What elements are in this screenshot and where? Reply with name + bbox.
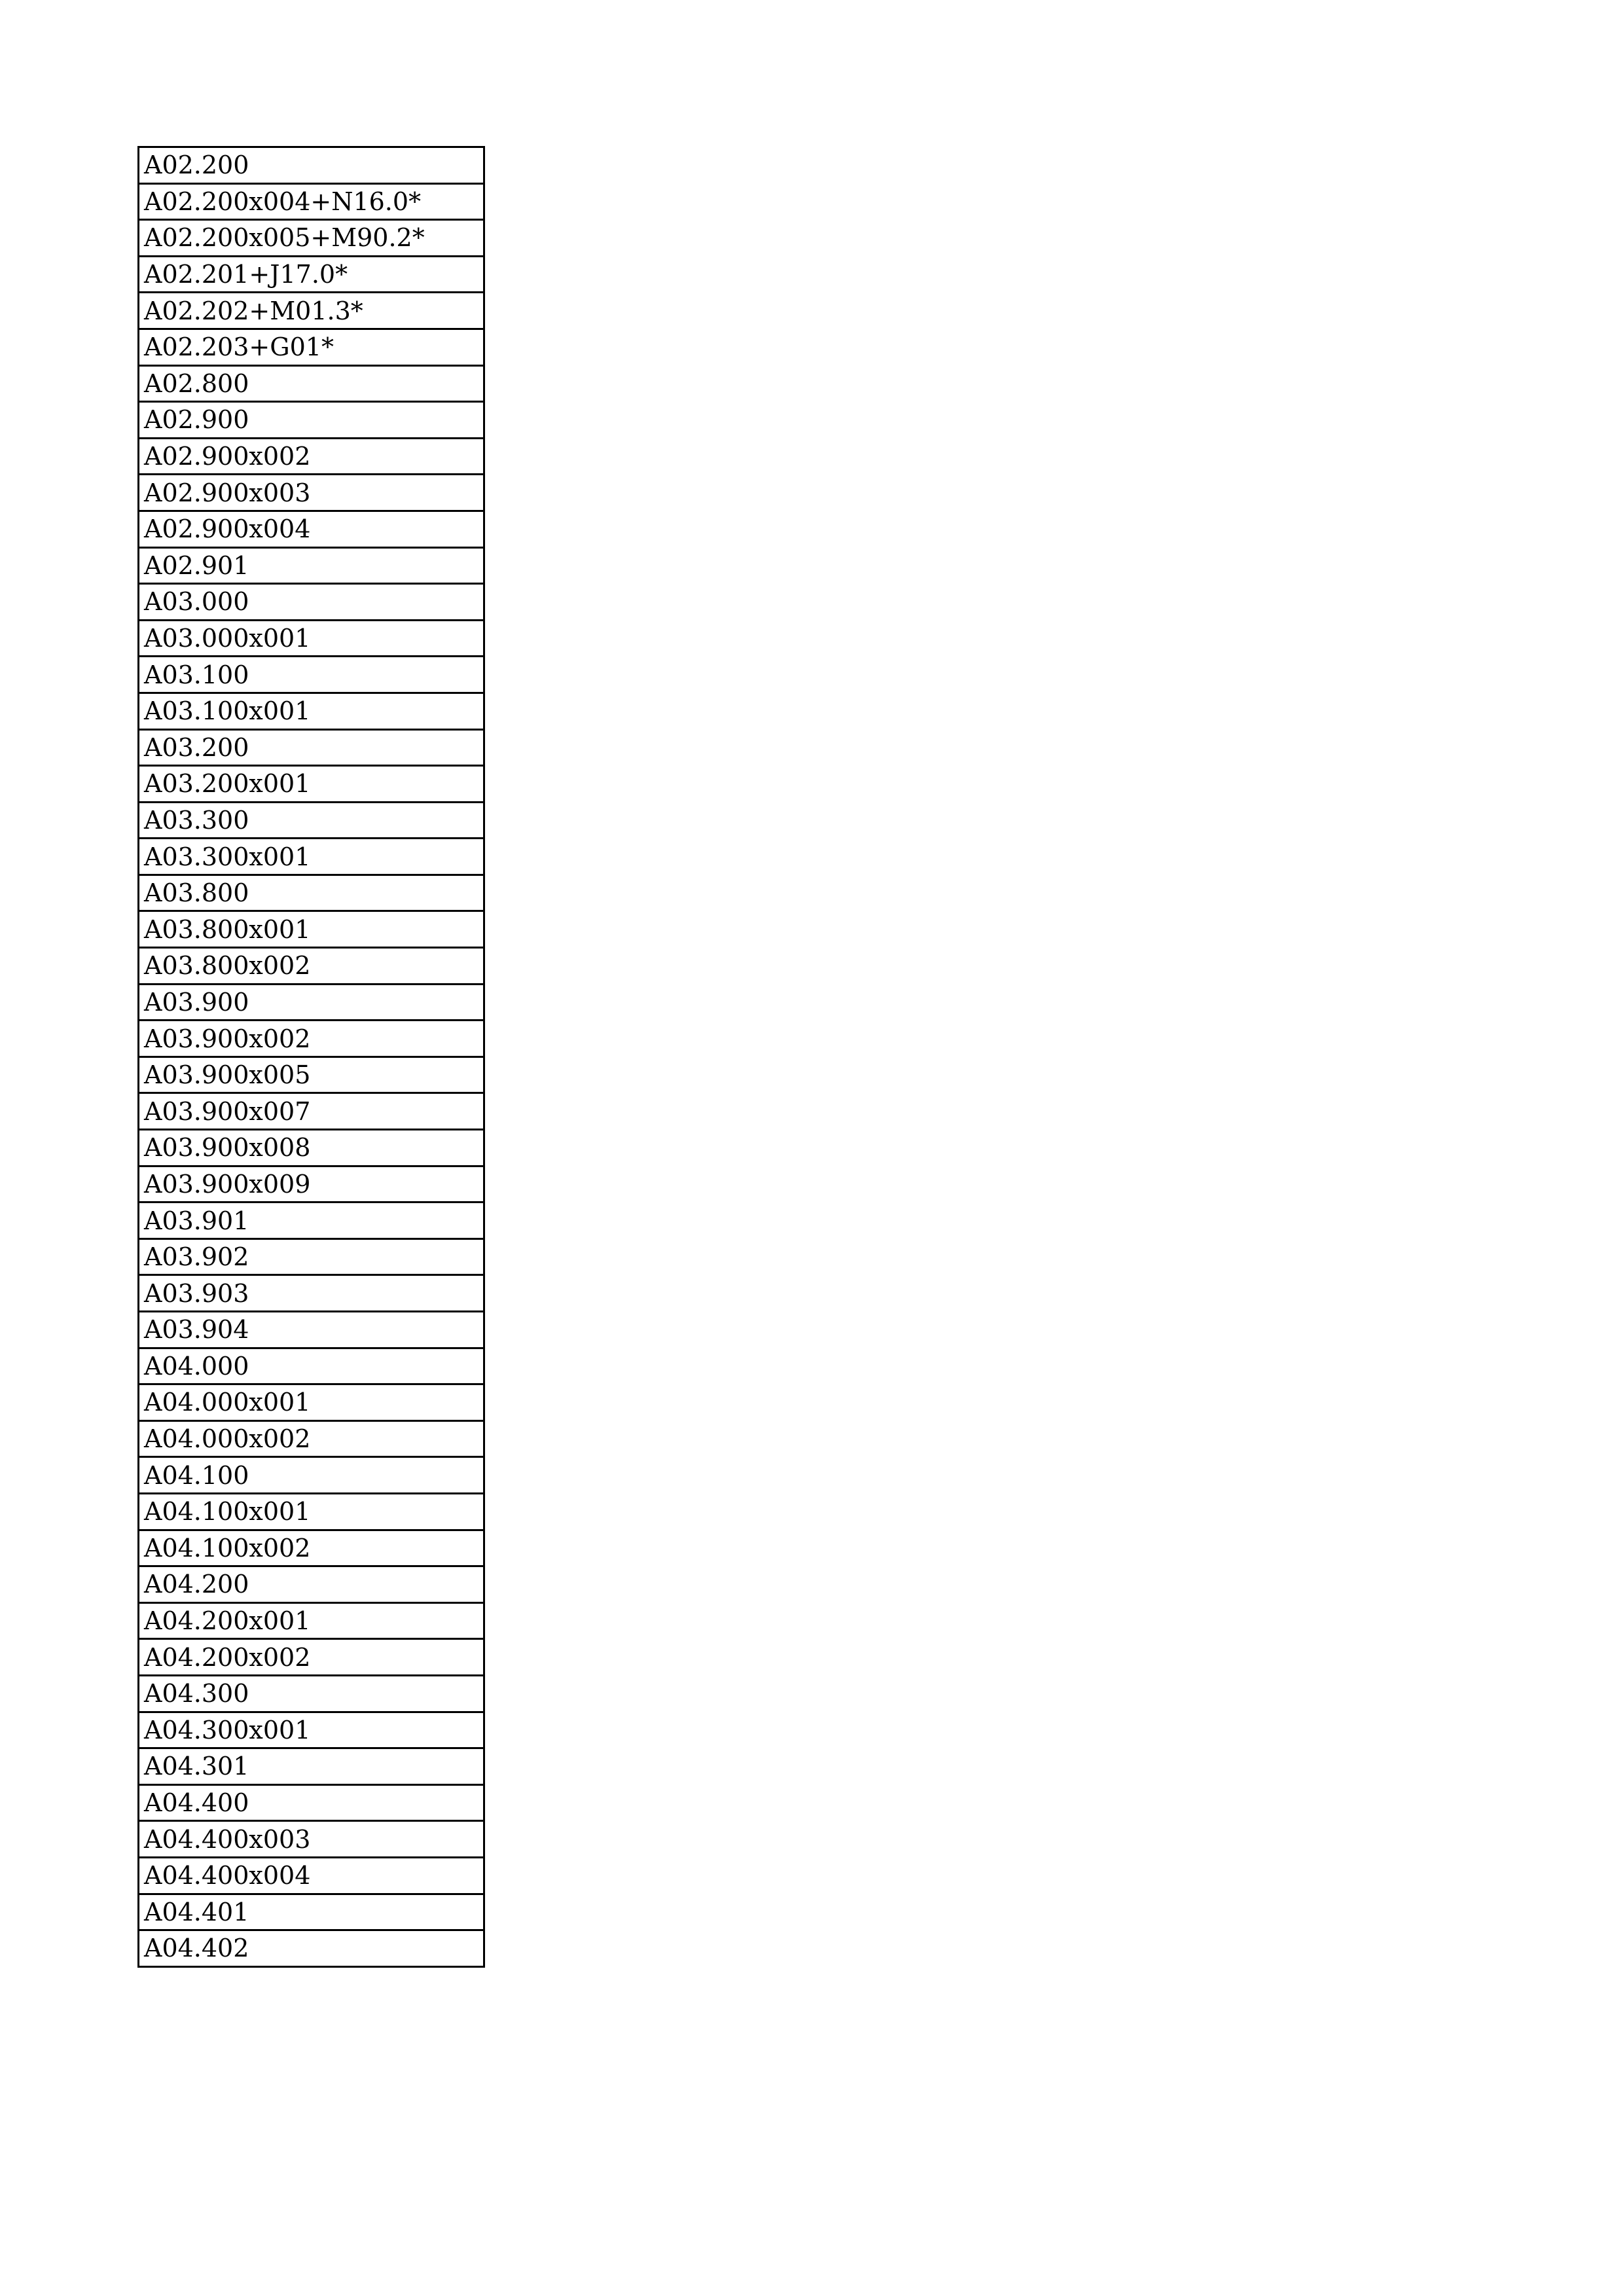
code-cell: A03.800x002 — [139, 948, 484, 985]
code-cell: A03.900 — [139, 984, 484, 1021]
code-cell: A02.200x004+N16.0* — [139, 183, 484, 220]
table-row — [139, 1675, 484, 1712]
table-row — [139, 1712, 484, 1748]
code-cell: A04.200 — [139, 1566, 484, 1603]
code-cell: A03.800x001 — [139, 911, 484, 948]
table-row — [139, 911, 484, 948]
code-cell: A04.100x001 — [139, 1493, 484, 1530]
table-row — [139, 1457, 484, 1494]
table-row — [139, 475, 484, 511]
table-row — [139, 1384, 484, 1421]
code-cell: A03.902 — [139, 1238, 484, 1275]
table-row — [139, 729, 484, 766]
code-table-body — [139, 147, 484, 1967]
code-cell: A02.901 — [139, 547, 484, 584]
code-cell: A03.900x008 — [139, 1130, 484, 1166]
code-table — [137, 146, 485, 1968]
table-row — [139, 1420, 484, 1457]
code-cell: A04.300x001 — [139, 1712, 484, 1748]
table-row — [139, 1566, 484, 1603]
table-row — [139, 1202, 484, 1239]
table-row — [139, 839, 484, 875]
table-row — [139, 1021, 484, 1057]
table-row — [139, 1348, 484, 1384]
table-row — [139, 1130, 484, 1166]
code-cell: A03.900x005 — [139, 1057, 484, 1093]
code-cell: A04.100x002 — [139, 1530, 484, 1566]
table-row — [139, 802, 484, 839]
table-row — [139, 402, 484, 439]
code-cell: A04.100 — [139, 1457, 484, 1494]
table-row — [139, 1784, 484, 1821]
code-cell: A03.900x002 — [139, 1021, 484, 1057]
table-row — [139, 1748, 484, 1785]
code-cell: A02.900 — [139, 402, 484, 439]
code-cell: A04.300 — [139, 1675, 484, 1712]
table-row — [139, 256, 484, 293]
code-cell: A03.200x001 — [139, 766, 484, 803]
table-row — [139, 1493, 484, 1530]
table-row — [139, 147, 484, 184]
table-row — [139, 547, 484, 584]
code-cell: A04.402 — [139, 1930, 484, 1967]
code-cell: A02.800 — [139, 365, 484, 402]
code-cell: A03.900x009 — [139, 1166, 484, 1202]
code-cell: A04.400x004 — [139, 1857, 484, 1894]
code-cell: A02.203+G01* — [139, 329, 484, 365]
code-cell: A02.200x005+M90.2* — [139, 220, 484, 257]
table-row — [139, 1166, 484, 1202]
table-row — [139, 948, 484, 985]
code-cell: A04.200x002 — [139, 1639, 484, 1676]
table-row — [139, 183, 484, 220]
table-row — [139, 1930, 484, 1967]
code-cell: A04.301 — [139, 1748, 484, 1785]
code-cell: A03.903 — [139, 1275, 484, 1312]
table-row — [139, 657, 484, 693]
table-row — [139, 1312, 484, 1348]
table-row — [139, 1857, 484, 1894]
table-row — [139, 220, 484, 257]
code-cell: A03.000 — [139, 584, 484, 621]
code-cell: A03.900x007 — [139, 1093, 484, 1130]
code-cell: A03.800 — [139, 875, 484, 911]
code-cell: A02.200 — [139, 147, 484, 184]
code-cell: A03.901 — [139, 1202, 484, 1239]
code-cell: A03.200 — [139, 729, 484, 766]
table-row — [139, 329, 484, 365]
code-cell: A04.200x001 — [139, 1602, 484, 1639]
table-row — [139, 875, 484, 911]
table-row — [139, 511, 484, 547]
code-cell: A04.400 — [139, 1784, 484, 1821]
table-row — [139, 438, 484, 475]
code-cell: A03.000x001 — [139, 620, 484, 657]
code-cell: A02.900x002 — [139, 438, 484, 475]
code-cell: A04.000x002 — [139, 1420, 484, 1457]
table-row — [139, 1238, 484, 1275]
table-row — [139, 620, 484, 657]
table-row — [139, 293, 484, 329]
table-row — [139, 1057, 484, 1093]
table-row — [139, 584, 484, 621]
table-row — [139, 1602, 484, 1639]
code-cell: A03.100x001 — [139, 693, 484, 729]
table-row — [139, 1639, 484, 1676]
table-row — [139, 1894, 484, 1930]
table-row — [139, 766, 484, 803]
code-cell: A02.202+M01.3* — [139, 293, 484, 329]
table-row — [139, 1530, 484, 1566]
code-cell: A02.900x004 — [139, 511, 484, 547]
code-cell: A04.400x003 — [139, 1821, 484, 1858]
table-row — [139, 1093, 484, 1130]
code-cell: A03.300x001 — [139, 839, 484, 875]
table-row — [139, 984, 484, 1021]
code-cell: A02.900x003 — [139, 475, 484, 511]
code-cell: A03.300 — [139, 802, 484, 839]
code-cell: A02.201+J17.0* — [139, 256, 484, 293]
code-cell: A04.000x001 — [139, 1384, 484, 1421]
table-row — [139, 1275, 484, 1312]
code-cell: A03.100 — [139, 657, 484, 693]
code-cell: A03.904 — [139, 1312, 484, 1348]
table-row — [139, 365, 484, 402]
code-cell: A04.401 — [139, 1894, 484, 1930]
table-row — [139, 1821, 484, 1858]
table-row — [139, 693, 484, 729]
code-cell: A04.000 — [139, 1348, 484, 1384]
